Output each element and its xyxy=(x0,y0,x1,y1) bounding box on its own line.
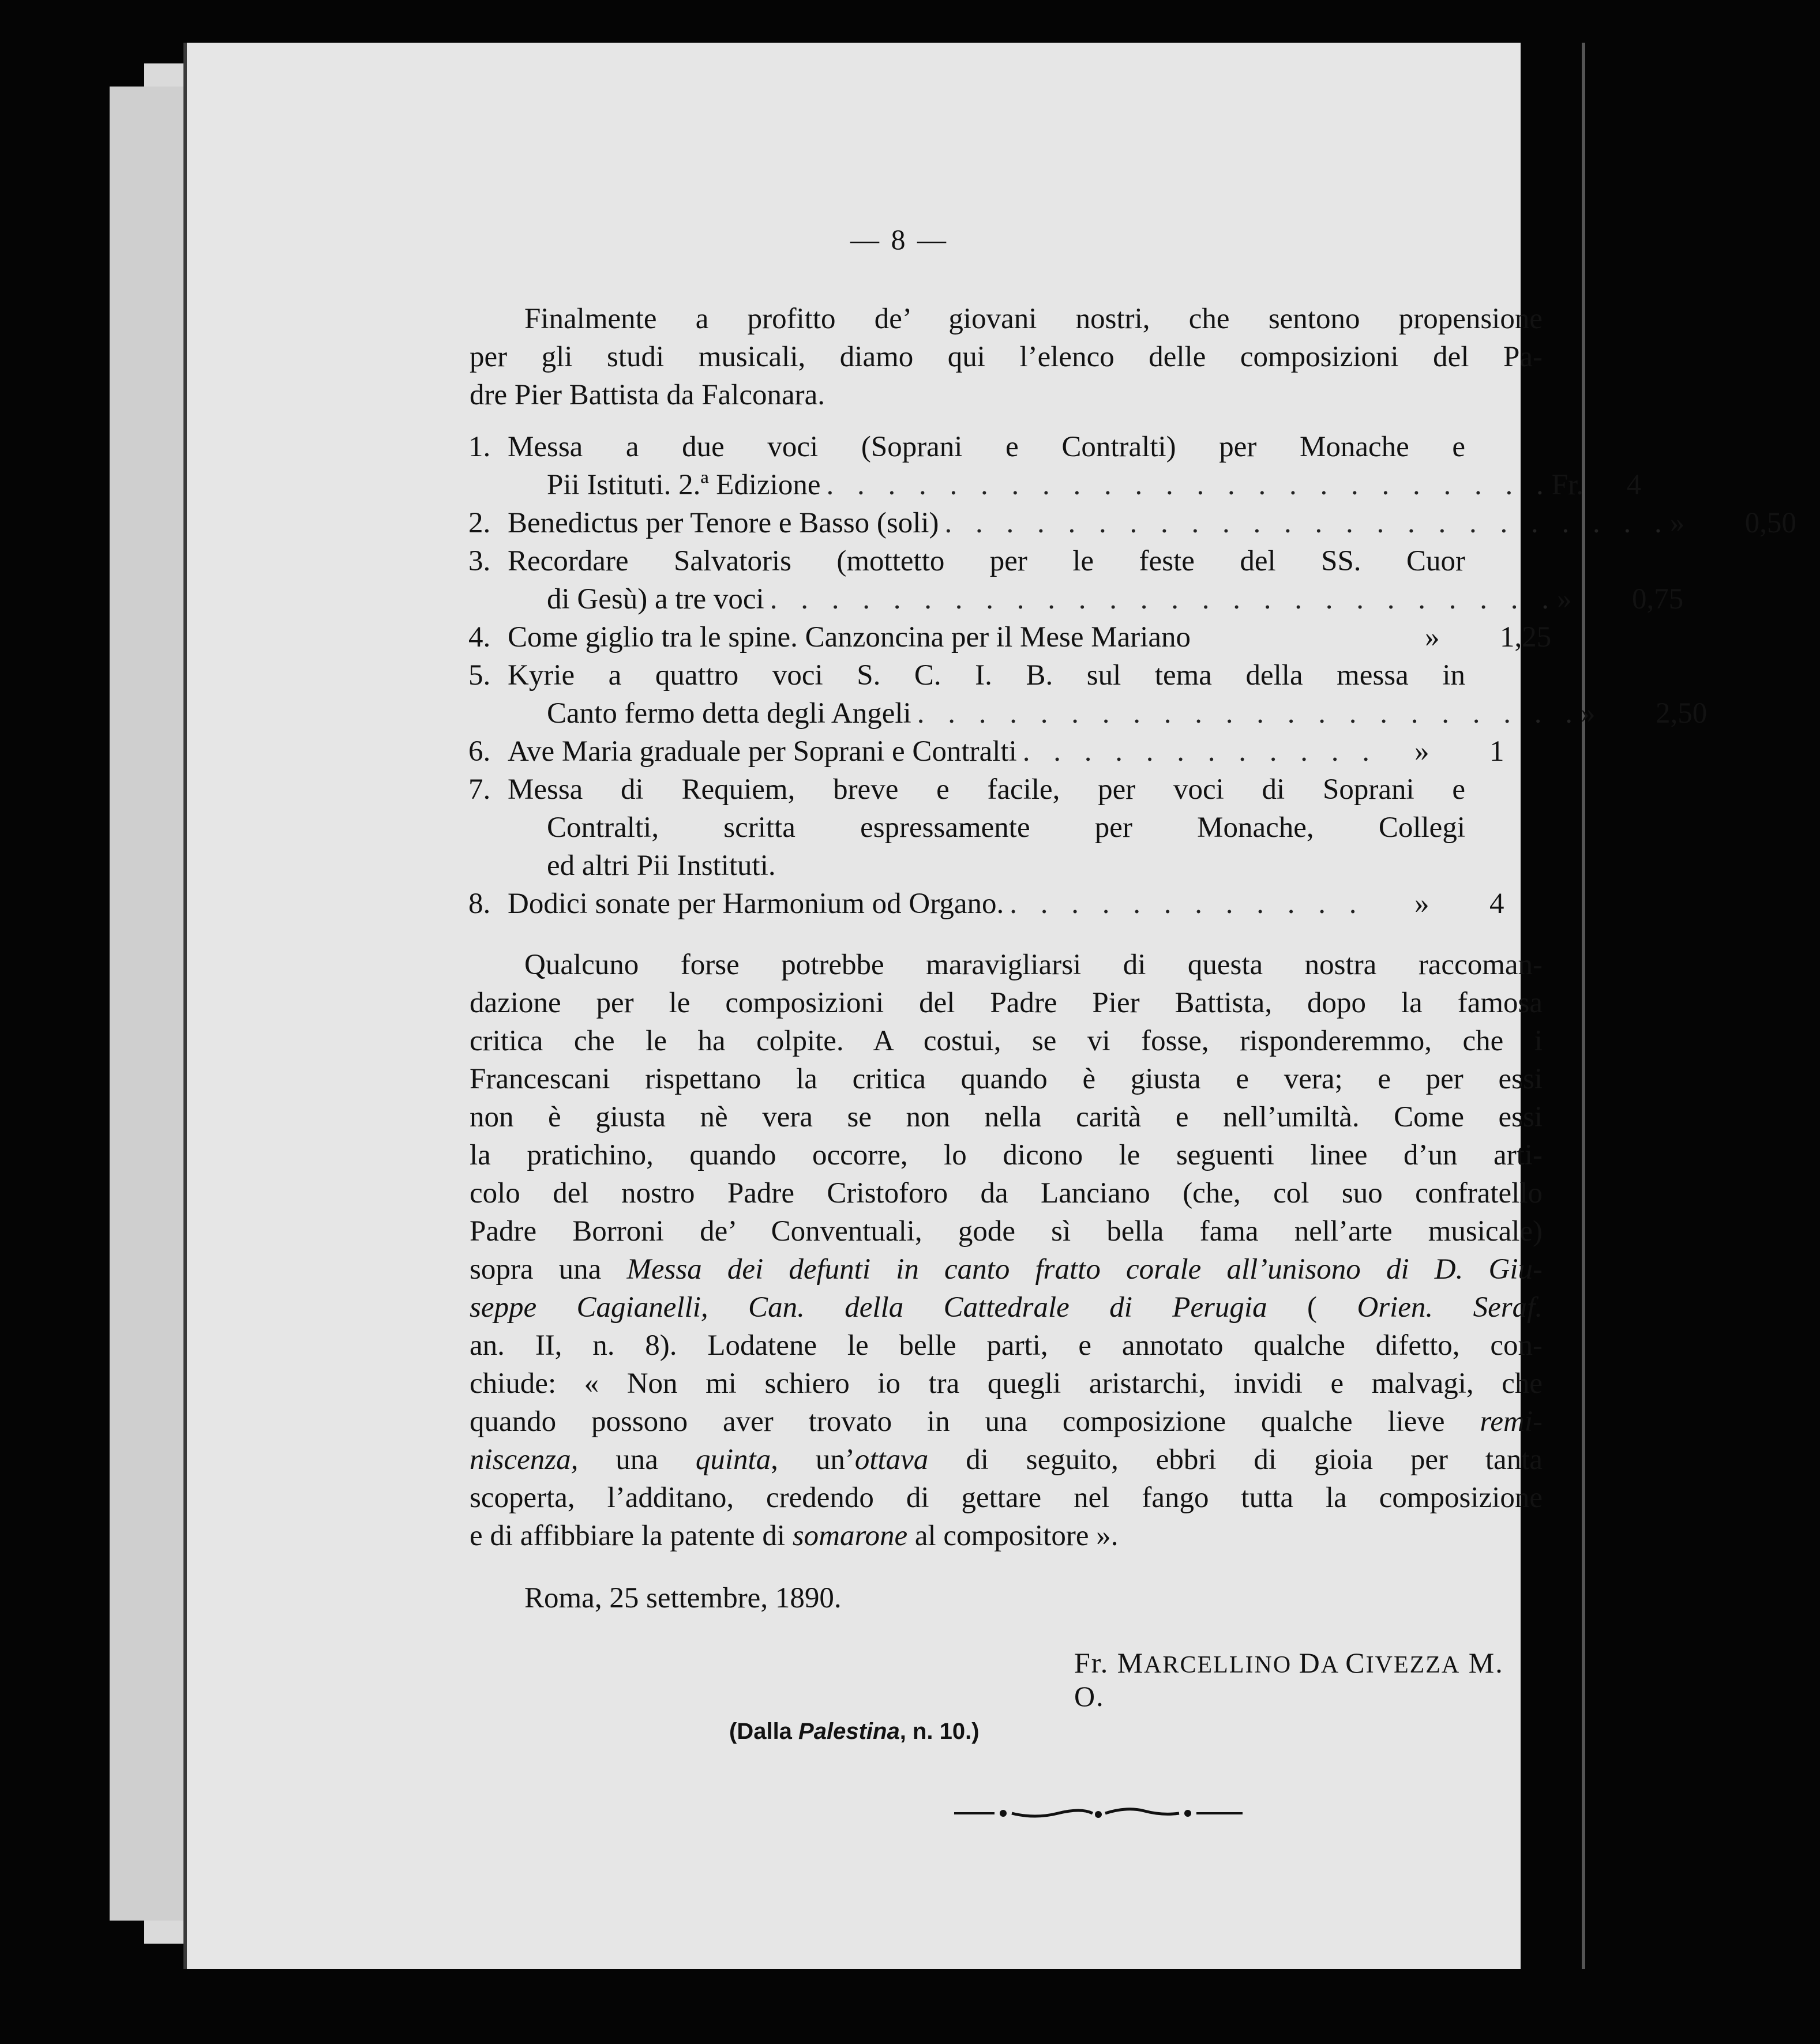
journal-title: Orien. Seraf. xyxy=(1357,1291,1543,1324)
item-number: 6. xyxy=(468,735,491,768)
intro-line: Finalmente a profitto de’ giovani nostri, che sentono propensione xyxy=(524,303,1543,335)
currency: » xyxy=(1580,697,1596,730)
body-line: chiude: « Non mi schiero io tra quegli aristarchi, invidi e malvagi, che xyxy=(470,1367,1543,1400)
item-price: 0,50 xyxy=(1744,507,1797,539)
item-title: Messa di Requiem, breve e facile, per voci di Soprani e xyxy=(508,773,1465,806)
item-title: Kyrie a quattro voci S. C. I. B. sul tema della messa in xyxy=(508,659,1465,692)
item-title-continued: ed altri Pii Instituti. xyxy=(547,850,776,882)
leader-dots: . . . . . . . . . . . . xyxy=(1010,888,1365,920)
list-item xyxy=(468,659,1708,735)
item-title: Dodici sonate per Harmonium od Organo. xyxy=(508,888,1004,920)
item-number: 4. xyxy=(468,621,491,653)
body-line: seppe Cagianelli, Can. della Cattedrale di Perugia ( Orien. Seraf. xyxy=(470,1291,1543,1324)
item-title-continued: Contralti, scritta espressamente per Monache, Collegi xyxy=(547,811,1465,844)
leader-dots: . . . . . . . . . . . . . . . . . . . . . . . . . . xyxy=(770,583,1557,615)
currency: » xyxy=(1414,735,1429,768)
item-title: Come giglio tra le spine. Canzoncina per il Mese Mariano xyxy=(508,621,1191,653)
item-title: Recordare Salvatoris (mottetto per le feste del SS. Cuor xyxy=(508,545,1465,577)
body-line: non è giusta nè vera se non nella carità e nell’umiltà. Come essi xyxy=(470,1101,1543,1133)
leader-dots: . . . . . . . . . . . . . . . . . . . . . . . . xyxy=(826,469,1552,501)
compositions-list xyxy=(468,430,1797,925)
list-item xyxy=(468,621,1564,659)
leader-dots: . . . . . . . . . . . . . . . . . . . . . . xyxy=(917,697,1581,730)
facing-page-edge xyxy=(1582,43,1585,1969)
list-item xyxy=(468,735,1564,773)
mass-title: Messa dei defunti in canto fratto corale all’unisono di D. Giu- xyxy=(626,1253,1543,1286)
list-item xyxy=(468,430,1642,506)
item-number: 7. xyxy=(468,773,491,806)
item-title: Messa a due voci (Soprani e Contralti) per Monache e xyxy=(508,431,1465,463)
body-line: niscenza, una quinta, un’ottava di seguito, ebbri di gioia per tanta xyxy=(470,1444,1543,1476)
item-number: 3. xyxy=(468,545,491,577)
currency: » xyxy=(1414,888,1429,920)
signature: Fr. MARCELLINO DA CIVEZZA M. O. xyxy=(1074,1647,1504,1712)
item-price: 4 xyxy=(1626,469,1642,501)
mass-title-continued: seppe Cagianelli, Can. della Cattedrale di Perugia xyxy=(470,1291,1267,1324)
currency: » xyxy=(1669,507,1685,539)
body-line: scoperta, l’additano, credendo di gettare nel fango tutta la composizione xyxy=(470,1482,1543,1514)
body-line: colo del nostro Padre Cristoforo da Lanciano (che, col suo confratello xyxy=(470,1177,1543,1209)
author-name: MARCELLINO DA CIVEZZA xyxy=(1117,1647,1461,1679)
intro-paragraph xyxy=(470,300,1543,414)
item-number: 1. xyxy=(468,431,491,463)
leader-dots: . . . . . . . . . . . . xyxy=(1022,735,1378,768)
item-price: 4 xyxy=(1489,888,1504,920)
currency: » xyxy=(1425,621,1440,653)
dateline: Roma, 25 settembre, 1890. xyxy=(524,1582,842,1614)
intro-line: dre Pier Battista da Falconara. xyxy=(470,379,825,411)
item-number: 8. xyxy=(468,888,491,920)
item-price: 1 xyxy=(1489,735,1504,768)
body-line: e di affibbiare la patente di somarone al compositore ». xyxy=(470,1520,1119,1552)
currency: Fr. xyxy=(1551,469,1584,501)
body-line: critica che le ha colpite. A costui, se vi fosse, risponderemmo, che i xyxy=(470,1025,1543,1057)
item-title-continued: Pii Istituti. 2.ª Edizione xyxy=(547,469,821,501)
body-line: dazione per le composizioni del Padre Pier Battista, dopo la famosa xyxy=(470,987,1543,1019)
item-price: 0,75 xyxy=(1631,583,1684,615)
item-number: 2. xyxy=(468,507,491,539)
item-price: 2,50 xyxy=(1655,697,1708,730)
list-item xyxy=(468,887,1564,925)
item-number: 5. xyxy=(468,659,491,692)
list-item xyxy=(468,506,1797,544)
body-line: Francescani rispettano la critica quando è giusta e vera; e per essi xyxy=(470,1063,1543,1095)
intro-line: per gli studi musicali, diamo qui l’elenco delle composizioni del Pa- xyxy=(470,341,1543,373)
ornament-divider-icon xyxy=(954,1796,1243,1831)
item-title: Ave Maria graduale per Soprani e Contralti xyxy=(508,735,1017,768)
item-title-continued: di Gesù) a tre voci xyxy=(547,583,764,615)
body-line: an. II, n. 8). Lodatene le belle parti, e annotato qualche difetto, con- xyxy=(470,1329,1543,1362)
source-note: (Dalla Palestina, n. 10.) xyxy=(729,1719,980,1744)
body-paragraph xyxy=(470,946,1543,1555)
page-number: — 8 — xyxy=(850,223,948,256)
body-line: quando possono aver trovato in una composizione qualche lieve remi- xyxy=(470,1406,1543,1438)
body-line: sopra una Messa dei defunti in canto fratto corale all’unisono di D. Giu- xyxy=(470,1253,1543,1286)
list-item xyxy=(468,773,1564,887)
leader-dots: . . . . . . . . . . . . . . . . . . . . . . . . xyxy=(944,507,1670,539)
item-title: Benedictus per Tenore e Basso (soli) xyxy=(508,507,939,539)
document-page xyxy=(183,43,1797,1969)
body-line: Padre Borroni de’ Conventuali, gode sì bella fama nell’arte musicale) xyxy=(470,1215,1543,1248)
currency: » xyxy=(1556,583,1572,615)
item-title-continued: Canto fermo detta degli Angeli xyxy=(547,697,911,730)
underlying-page-edge-2 xyxy=(110,87,192,1921)
item-price: 1,25 xyxy=(1500,621,1552,653)
list-item xyxy=(468,544,1684,621)
body-line: Qualcuno forse potrebbe maravigliarsi di questa nostra raccoman- xyxy=(524,949,1543,981)
body-line: la pratichino, quando occorre, lo dicono le seguenti linee d’un arti- xyxy=(470,1139,1543,1171)
